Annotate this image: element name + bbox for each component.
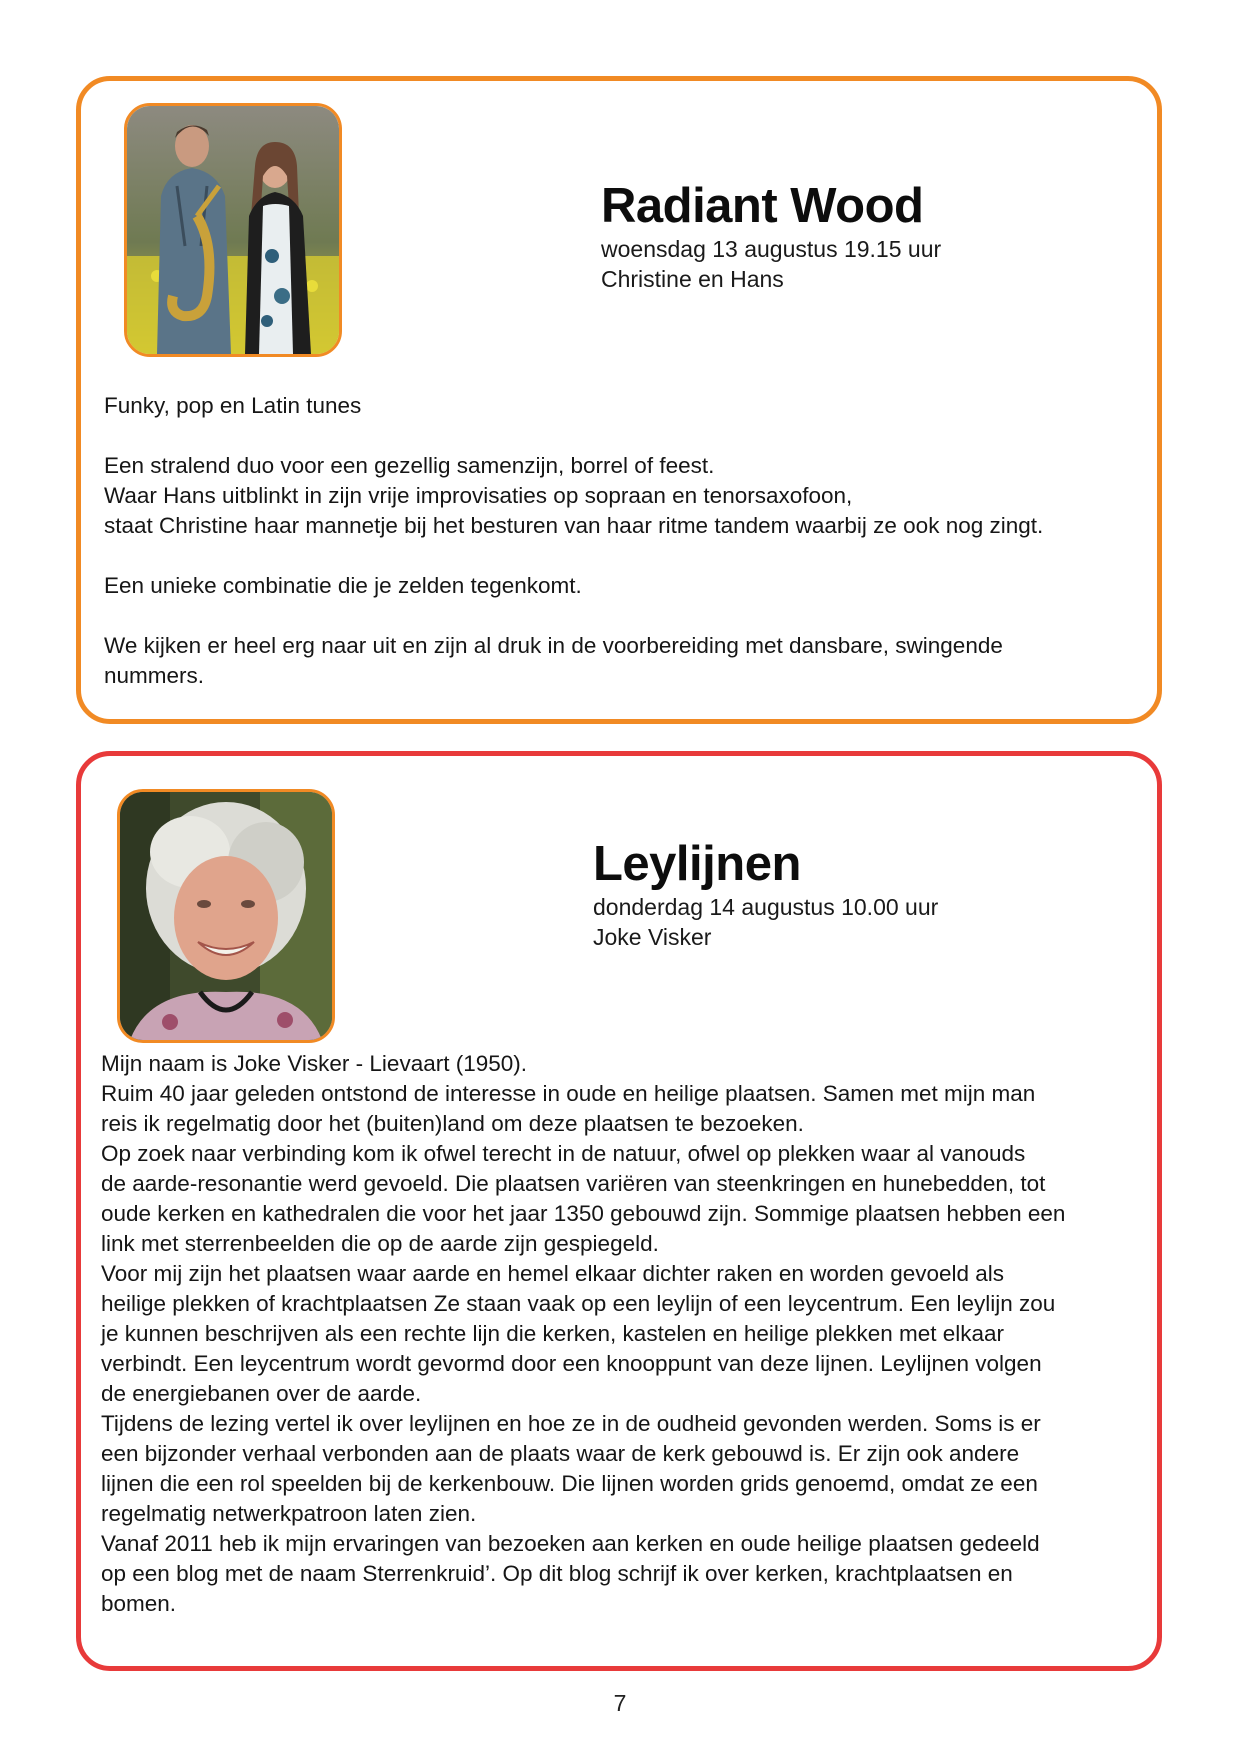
paragraph-line: bomen. (101, 1591, 177, 1616)
paragraph-line: Ruim 40 jaar geleden ontstond de interesse in oude en heilige plaatsen. Samen met mijn man (101, 1081, 1036, 1106)
page-number: 7 (613, 1690, 627, 1716)
paragraph-line: Voor mij zijn het plaatsen waar aarde en hemel elkaar dichter raken en worden gevoeld als (101, 1261, 1005, 1286)
paragraph-line: heilige plekken of krachtplaatsen Ze staan vaak op een leylijn of een leycentrum. Een leylijn zou (101, 1291, 1056, 1316)
event-subtitle: Funky, pop en Latin tunes (104, 393, 362, 418)
paragraph-line: Waar Hans uitblinkt in zijn vrije improvisaties op sopraan en tenorsaxofoon, (104, 483, 853, 508)
event-description (104, 391, 1144, 691)
event-header (601, 178, 941, 294)
event-performers: Joke Visker (593, 924, 712, 950)
paragraph-line: reis ik regelmatig door het (buiten)land om deze plaatsen te bezoeken. (101, 1111, 804, 1136)
event-header (593, 836, 938, 952)
paragraph-line: op een blog met de naam Sterrenkruid’. Op dit blog schrijf ik over kerken, krachtplaatsen en (101, 1561, 1013, 1586)
woman-portrait-image (120, 792, 332, 1040)
paragraph-line: nummers. (104, 663, 205, 688)
paragraph-line: We kijken er heel erg naar uit en zijn al druk in de voorbereiding met dansbare, swingende (104, 633, 1003, 658)
paragraph-line: Tijdens de lezing vertel ik over leylijnen en hoe ze in de oudheid gevonden werden. Soms is er (101, 1411, 1041, 1436)
paragraph-line: staat Christine haar mannetje bij het besturen van haar ritme tandem waarbij ze ook nog zingt. (104, 513, 1044, 538)
event-title: Leylijnen (593, 837, 801, 891)
event-date: donderdag 14 augustus 10.00 uur (593, 894, 939, 920)
paragraph-line: regelmatig netwerkpatroon laten zien. (101, 1501, 477, 1526)
paragraph-line: Mijn naam is Joke Visker - Lievaart (1950). (101, 1051, 528, 1076)
paragraph-line: je kunnen beschrijven als een rechte lijn die kerken, kastelen en heilige plekken met elkaar (101, 1321, 1005, 1346)
paragraph-line: oude kerken en kathedralen die voor het jaar 1350 gebouwd zijn. Sommige plaatsen hebben een (101, 1201, 1066, 1226)
event-description (101, 1049, 1146, 1619)
paragraph-line: de aarde-resonantie werd gevoeld. Die plaatsen variëren van steenkringen en hunebedden, tot (101, 1171, 1046, 1196)
event-card-radiant-wood (76, 76, 1162, 724)
paragraph-line: Vanaf 2011 heb ik mijn ervaringen van bezoeken aan kerken en oude heilige plaatsen gedeeld (101, 1531, 1040, 1556)
duo-photo (124, 103, 342, 357)
paragraph-line: lijnen die een rol speelden bij de kerkenbouw. Die lijnen worden grids genoemd, omdat ze een (101, 1471, 1038, 1496)
speaker-photo (117, 789, 335, 1043)
event-card-leylijnen (76, 751, 1162, 1671)
duo-portrait-image (127, 106, 339, 354)
event-performers: Christine en Hans (601, 266, 784, 292)
event-title: Radiant Wood (601, 179, 924, 233)
paragraph-line: Een unieke combinatie die je zelden tegenkomt. (104, 573, 582, 598)
paragraph-line: Een stralend duo voor een gezellig samenzijn, borrel of feest. (104, 453, 715, 478)
paragraph-line: Op zoek naar verbinding kom ik ofwel terecht in de natuur, ofwel op plekken waar al vanouds (101, 1141, 1026, 1166)
paragraph-line: de energiebanen over de aarde. (101, 1381, 422, 1406)
paragraph-line: een bijzonder verhaal verbonden aan de plaats waar de kerk gebouwd is. Er zijn ook andere (101, 1441, 1020, 1466)
paragraph-line: verbindt. Een leycentrum wordt gevormd door een knooppunt van deze lijnen. Leylijnen volgen (101, 1351, 1042, 1376)
event-date: woensdag 13 augustus 19.15 uur (601, 236, 942, 262)
paragraph-line: link met sterrenbeelden die op de aarde zijn gespiegeld. (101, 1231, 659, 1256)
